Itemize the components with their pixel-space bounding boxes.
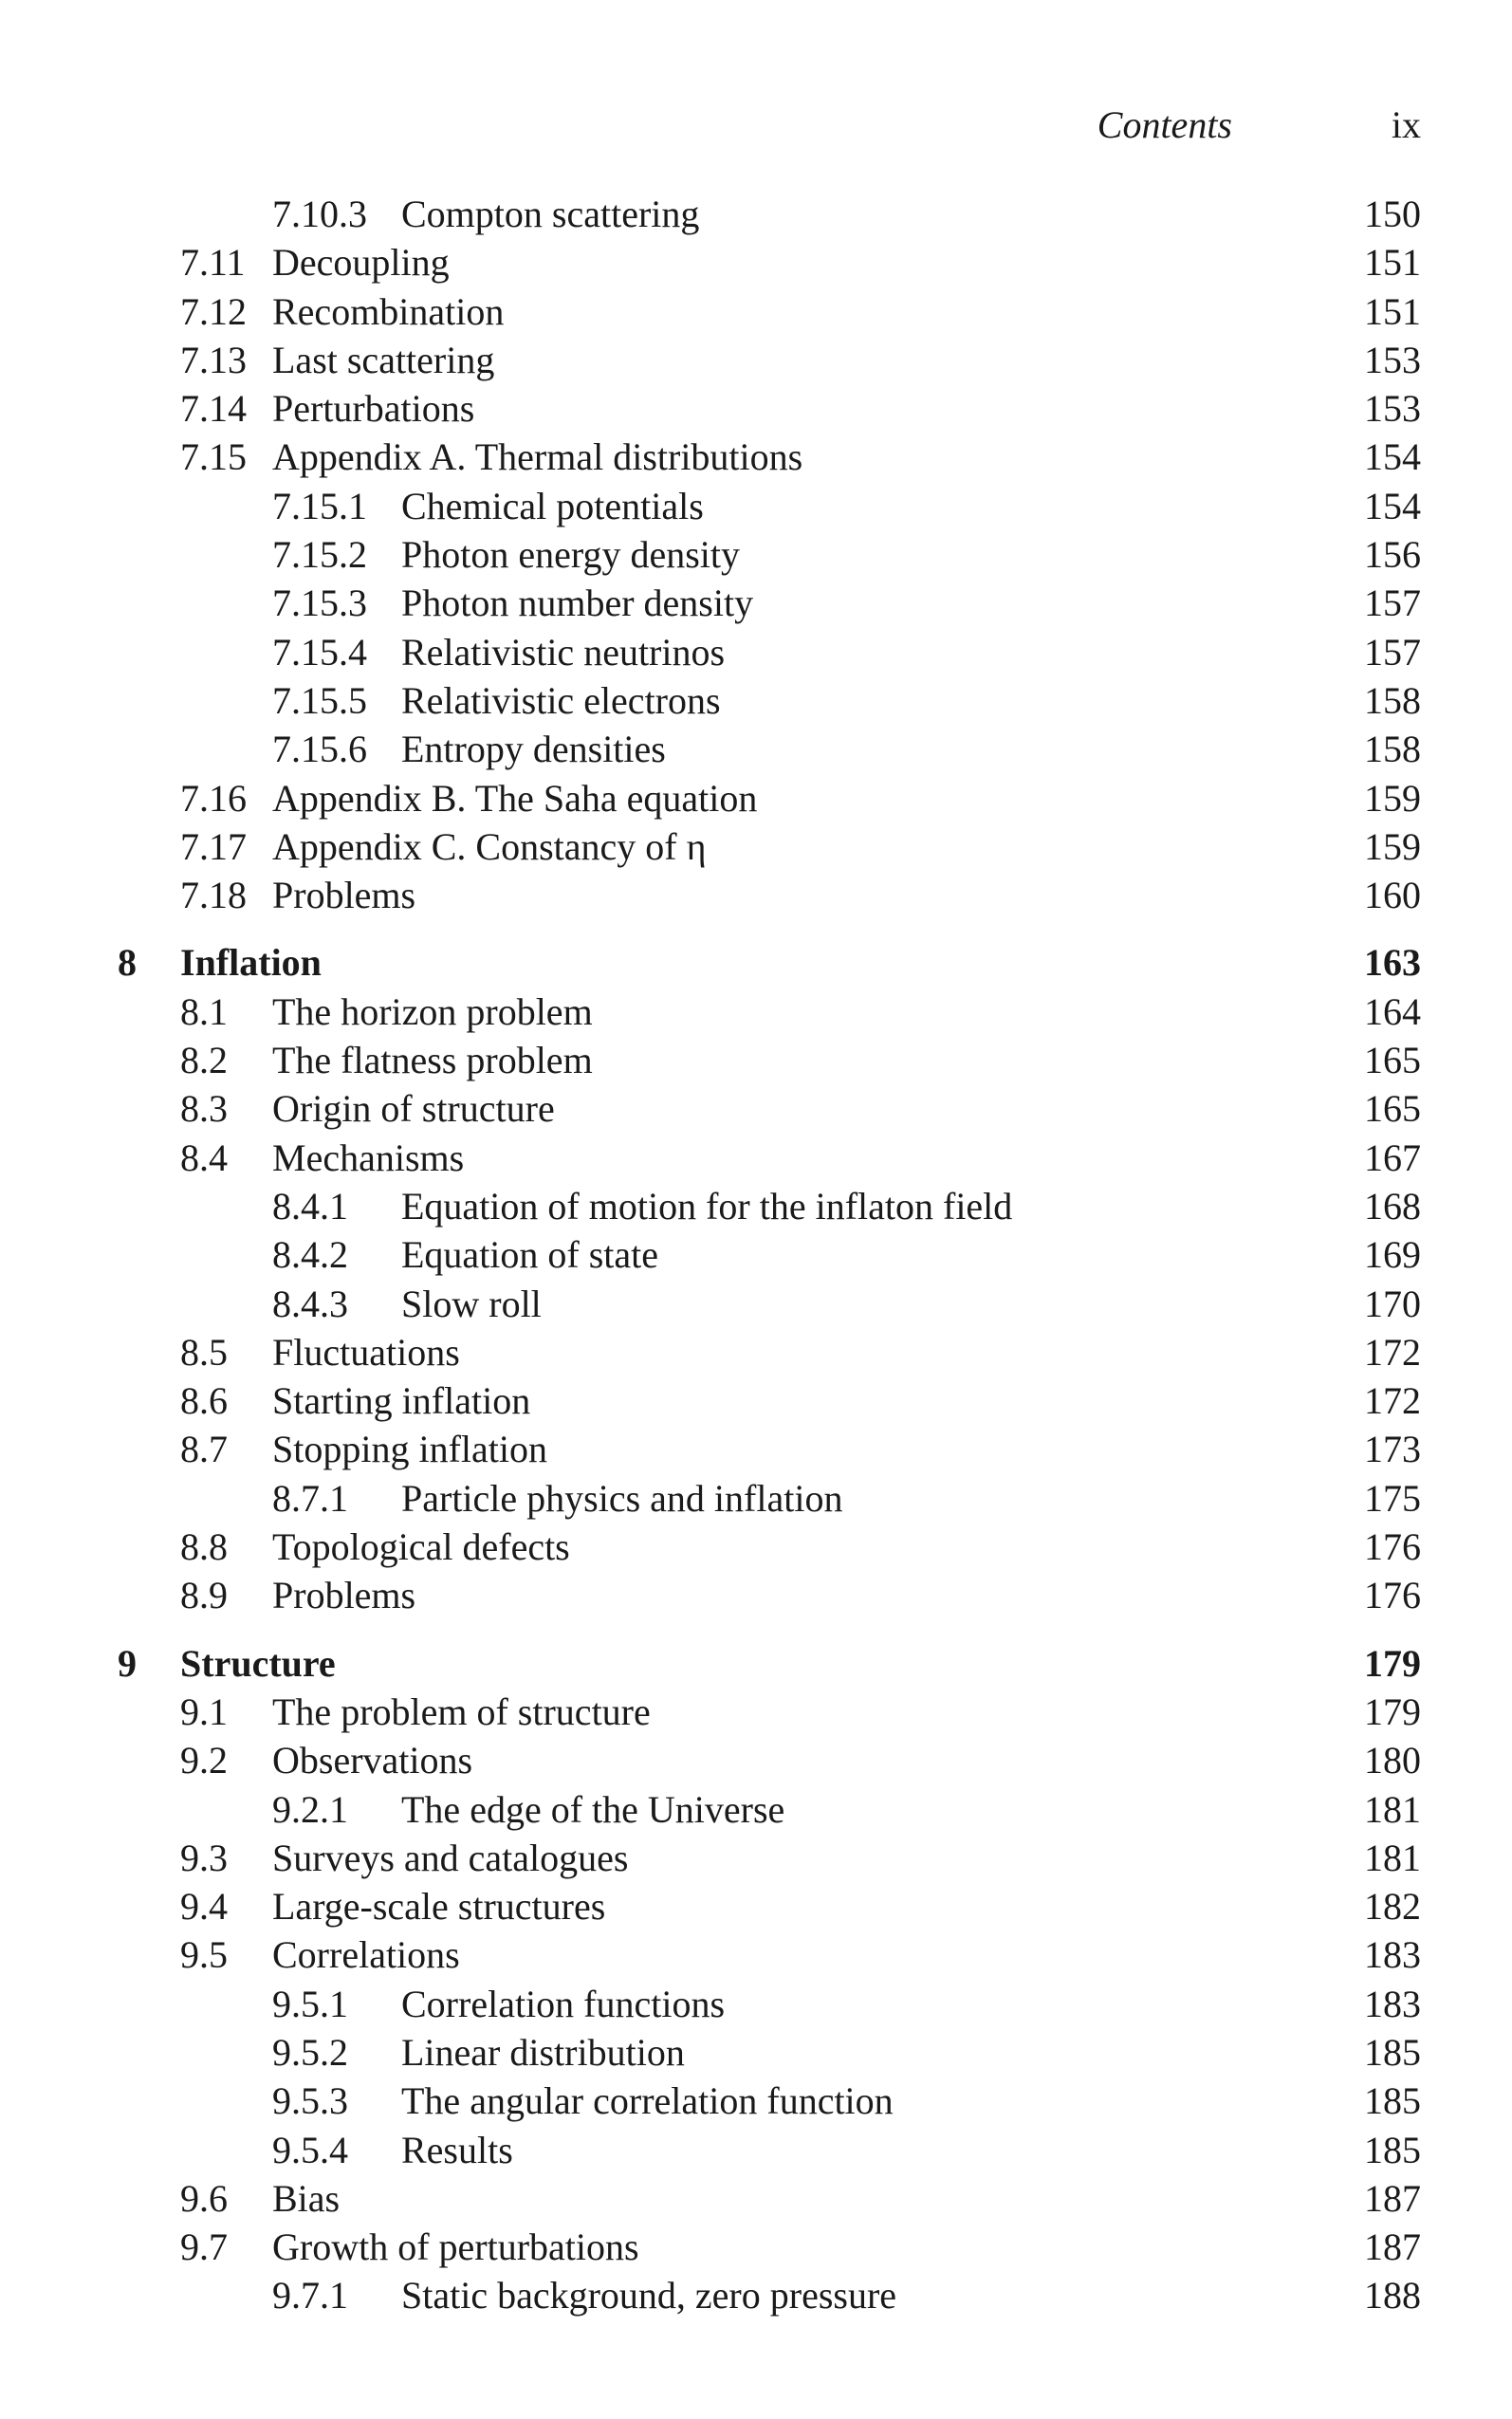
toc-number: 8.2: [180, 1039, 228, 1082]
toc-title: Slow roll: [401, 1282, 542, 1325]
toc-title: Growth of perturbations: [272, 2225, 639, 2269]
toc-title: Topological defects: [272, 1525, 570, 1569]
toc-page-number: 188: [1364, 2274, 1421, 2317]
toc-number: 9.5.2: [272, 2030, 348, 2074]
toc-page-number: 158: [1364, 728, 1421, 771]
toc-page-number: 159: [1364, 824, 1421, 868]
toc-title: Perturbations: [272, 387, 475, 431]
toc-entry-section[interactable]: [0, 1571, 1512, 1619]
toc-number: 9.7: [180, 2225, 228, 2269]
toc-page-number: 170: [1364, 1282, 1421, 1325]
toc-title: Correlations: [272, 1933, 460, 1977]
toc-title: Decoupling: [272, 241, 450, 285]
toc-entry-section[interactable]: [0, 384, 1512, 433]
toc-number: 8.7: [180, 1428, 228, 1471]
toc-title: Structure: [180, 1641, 336, 1685]
toc-number: 9.4: [180, 1885, 228, 1929]
toc-number: 9.7.1: [272, 2274, 348, 2317]
toc-entry-section[interactable]: [0, 1425, 1512, 1473]
toc-entry-section[interactable]: [0, 871, 1512, 919]
toc-page-number: 158: [1364, 678, 1421, 722]
toc-title: The angular correlation function: [401, 2079, 894, 2123]
toc-title: Results: [401, 2128, 513, 2171]
toc-number: 8.1: [180, 989, 228, 1033]
toc-page-number: 179: [1364, 1690, 1421, 1733]
toc-number: 8.5: [180, 1330, 228, 1374]
toc-entry-section[interactable]: [0, 1036, 1512, 1084]
toc-title: Large-scale structures: [272, 1885, 606, 1929]
toc-entry-subsection[interactable]: [0, 1230, 1512, 1279]
toc-page-number: 183: [1364, 1982, 1421, 2025]
toc-number: 7.15.4: [272, 630, 367, 674]
toc-entry-section[interactable]: [0, 1084, 1512, 1133]
toc-number: 7.17: [180, 824, 247, 868]
toc-page-number: 179: [1364, 1641, 1421, 1685]
toc-number: 8.4: [180, 1136, 228, 1179]
toc-title: Inflation: [180, 941, 322, 985]
toc-title: Compton scattering: [401, 193, 700, 235]
toc-title: Origin of structure: [272, 1087, 555, 1131]
toc-number: 7.12: [180, 289, 247, 333]
toc-number: 9.5.3: [272, 2079, 348, 2123]
toc-number: 7.15.3: [272, 582, 367, 625]
toc-title: Entropy densities: [401, 728, 666, 771]
toc-page-number: 181: [1364, 1836, 1421, 1879]
toc-entry-section[interactable]: [0, 1376, 1512, 1425]
toc-title: Appendix C. Constancy of η: [272, 824, 707, 868]
toc-number: 9.3: [180, 1836, 228, 1879]
toc-number: 9.2: [180, 1739, 228, 1782]
toc-title: Recombination: [272, 289, 505, 333]
toc-page-number: 151: [1364, 289, 1421, 333]
toc-title: Linear distribution: [401, 2030, 685, 2074]
toc-entry-section[interactable]: [0, 1328, 1512, 1376]
toc-entry-section[interactable]: [0, 1882, 1512, 1930]
toc-page-number: 175: [1364, 1476, 1421, 1520]
toc-title: Correlation functions: [401, 1982, 726, 2025]
toc-title: Particle physics and inflation: [401, 1476, 843, 1520]
toc-page-number: 153: [1364, 387, 1421, 431]
toc-number: 8.4.2: [272, 1233, 348, 1277]
toc-page-number: 176: [1364, 1574, 1421, 1617]
toc-title: The flatness problem: [272, 1039, 593, 1082]
toc-page-number: 156: [1364, 533, 1421, 577]
toc-page-number: 182: [1364, 1885, 1421, 1929]
toc-number: 9.5.1: [272, 1982, 348, 2025]
table-of-contents: [0, 190, 1512, 2320]
toc-page-number: 157: [1364, 582, 1421, 625]
toc-entry-section[interactable]: [0, 2223, 1512, 2271]
toc-page-number: 180: [1364, 1739, 1421, 1782]
toc-page-number: 173: [1364, 1428, 1421, 1471]
toc-page-number: 165: [1364, 1087, 1421, 1131]
toc-entry-section[interactable]: [0, 2174, 1512, 2223]
toc-entry-section[interactable]: [0, 238, 1512, 286]
page-header: [0, 102, 1512, 150]
toc-entry-chapter[interactable]: [0, 938, 1512, 987]
toc-number: 7.15.6: [272, 728, 367, 771]
toc-page-number: 164: [1364, 989, 1421, 1033]
toc-page-number: 185: [1364, 2079, 1421, 2123]
toc-number: 8.3: [180, 1087, 228, 1131]
toc-title: Photon number density: [401, 582, 754, 625]
toc-entry-section[interactable]: [0, 1930, 1512, 1979]
toc-number: 9.6: [180, 2176, 228, 2220]
toc-title: Bias: [272, 2176, 341, 2220]
toc-number: 7.15: [180, 435, 247, 479]
toc-page-number: 167: [1364, 1136, 1421, 1179]
toc-title: Last scattering: [272, 338, 495, 381]
toc-number: 9.1: [180, 1690, 228, 1733]
toc-number: 8.6: [180, 1379, 228, 1423]
toc-number: 7.16: [180, 776, 247, 820]
toc-entry-subsection[interactable]: [0, 190, 1512, 238]
toc-page-number: 181: [1364, 1787, 1421, 1831]
toc-number: 7.15.1: [272, 484, 367, 527]
toc-number: 8.9: [180, 1574, 228, 1617]
toc-entry-subsection[interactable]: [0, 1474, 1512, 1523]
toc-title: Problems: [272, 1574, 416, 1617]
toc-title: Surveys and catalogues: [272, 1836, 629, 1879]
toc-number: 7.10.3: [272, 193, 367, 235]
toc-number: 7.14: [180, 387, 247, 431]
toc-entry-section[interactable]: [0, 1688, 1512, 1736]
toc-entry-chapter[interactable]: [0, 1639, 1512, 1688]
toc-title: Appendix B. The Saha equation: [272, 776, 758, 820]
toc-title: Chemical potentials: [401, 484, 704, 527]
toc-page-number: 150: [1364, 193, 1421, 235]
toc-number: 8: [118, 941, 137, 985]
toc-title: Starting inflation: [272, 1379, 531, 1423]
toc-title: The problem of structure: [272, 1690, 651, 1733]
toc-title: Stopping inflation: [272, 1428, 547, 1471]
toc-number: 9.5: [180, 1933, 228, 1977]
toc-entry-subsection[interactable]: [0, 579, 1512, 627]
toc-page-number: 159: [1364, 776, 1421, 820]
toc-number: 7.15.5: [272, 678, 367, 722]
toc-title: Photon energy density: [401, 533, 741, 577]
toc-page-number: 169: [1364, 1233, 1421, 1277]
toc-number: 7.11: [180, 241, 246, 285]
toc-entry-section[interactable]: [0, 336, 1512, 384]
page-number: ix: [1391, 103, 1421, 146]
toc-entry-subsection[interactable]: [0, 1182, 1512, 1230]
toc-title: Observations: [272, 1739, 473, 1782]
toc-page-number: 187: [1364, 2176, 1421, 2220]
toc-title: Relativistic neutrinos: [401, 630, 726, 674]
toc-entry-subsection[interactable]: [0, 1785, 1512, 1834]
toc-entry-subsection[interactable]: [0, 2271, 1512, 2319]
toc-page-number: 168: [1364, 1184, 1421, 1228]
toc-page-number: 154: [1364, 484, 1421, 527]
toc-entry-section[interactable]: [0, 988, 1512, 1036]
toc-title: Static background, zero pressure: [401, 2274, 897, 2317]
toc-number: 9.5.4: [272, 2128, 348, 2171]
toc-entry-section[interactable]: [0, 287, 1512, 336]
toc-entry-section[interactable]: [0, 822, 1512, 871]
toc-title: Appendix A. Thermal distributions: [272, 435, 803, 479]
toc-title: Fluctuations: [272, 1330, 460, 1374]
toc-entry-subsection[interactable]: [0, 2077, 1512, 2125]
toc-entry-section[interactable]: [0, 1736, 1512, 1784]
toc-page-number: 185: [1364, 2128, 1421, 2171]
toc-title: The horizon problem: [272, 989, 593, 1033]
toc-page-number: 157: [1364, 630, 1421, 674]
toc-number: 9: [118, 1641, 137, 1685]
toc-entry-subsection[interactable]: [0, 2028, 1512, 2077]
toc-page-number: 176: [1364, 1525, 1421, 1569]
toc-title: Mechanisms: [272, 1136, 465, 1179]
toc-entry-subsection[interactable]: [0, 628, 1512, 676]
toc-title: Problems: [272, 874, 416, 917]
running-head: Contents: [1097, 103, 1232, 146]
toc-page-number: 187: [1364, 2225, 1421, 2269]
toc-page-number: 160: [1364, 874, 1421, 917]
toc-entry-section[interactable]: [0, 1134, 1512, 1182]
toc-page-number: 185: [1364, 2030, 1421, 2074]
toc-entry-section[interactable]: [0, 1834, 1512, 1882]
toc-title: Relativistic electrons: [401, 678, 721, 722]
toc-entry-subsection[interactable]: [0, 2126, 1512, 2174]
toc-number: 7.13: [180, 338, 247, 381]
toc-number: 8.7.1: [272, 1476, 348, 1520]
toc-title: Equation of state: [401, 1233, 659, 1277]
toc-page-number: 153: [1364, 338, 1421, 381]
toc-page-number: 183: [1364, 1933, 1421, 1977]
toc-page-number: 165: [1364, 1039, 1421, 1082]
toc-entry-section[interactable]: [0, 774, 1512, 822]
toc-number: 8.4.1: [272, 1184, 348, 1228]
toc-number: 8.8: [180, 1525, 228, 1569]
toc-page-number: 163: [1364, 941, 1421, 985]
toc-entry-subsection[interactable]: [0, 482, 1512, 530]
toc-entry-subsection[interactable]: [0, 725, 1512, 773]
toc-title: The edge of the Universe: [401, 1787, 785, 1831]
toc-entry-subsection[interactable]: [0, 530, 1512, 579]
toc-number: 7.15.2: [272, 533, 367, 577]
toc-number: 9.2.1: [272, 1787, 348, 1831]
toc-entry-subsection[interactable]: [0, 1280, 1512, 1328]
toc-entry-subsection[interactable]: [0, 676, 1512, 725]
toc-page-number: 172: [1364, 1330, 1421, 1374]
toc-title: Equation of motion for the inflaton field: [401, 1184, 1013, 1228]
toc-page-number: 154: [1364, 435, 1421, 479]
toc-entry-section[interactable]: [0, 433, 1512, 481]
toc-entry-subsection[interactable]: [0, 1980, 1512, 2028]
toc-number: 7.18: [180, 874, 247, 917]
toc-entry-section[interactable]: [0, 1523, 1512, 1571]
toc-page-number: 172: [1364, 1379, 1421, 1423]
toc-page-number: 151: [1364, 241, 1421, 285]
toc-number: 8.4.3: [272, 1282, 348, 1325]
